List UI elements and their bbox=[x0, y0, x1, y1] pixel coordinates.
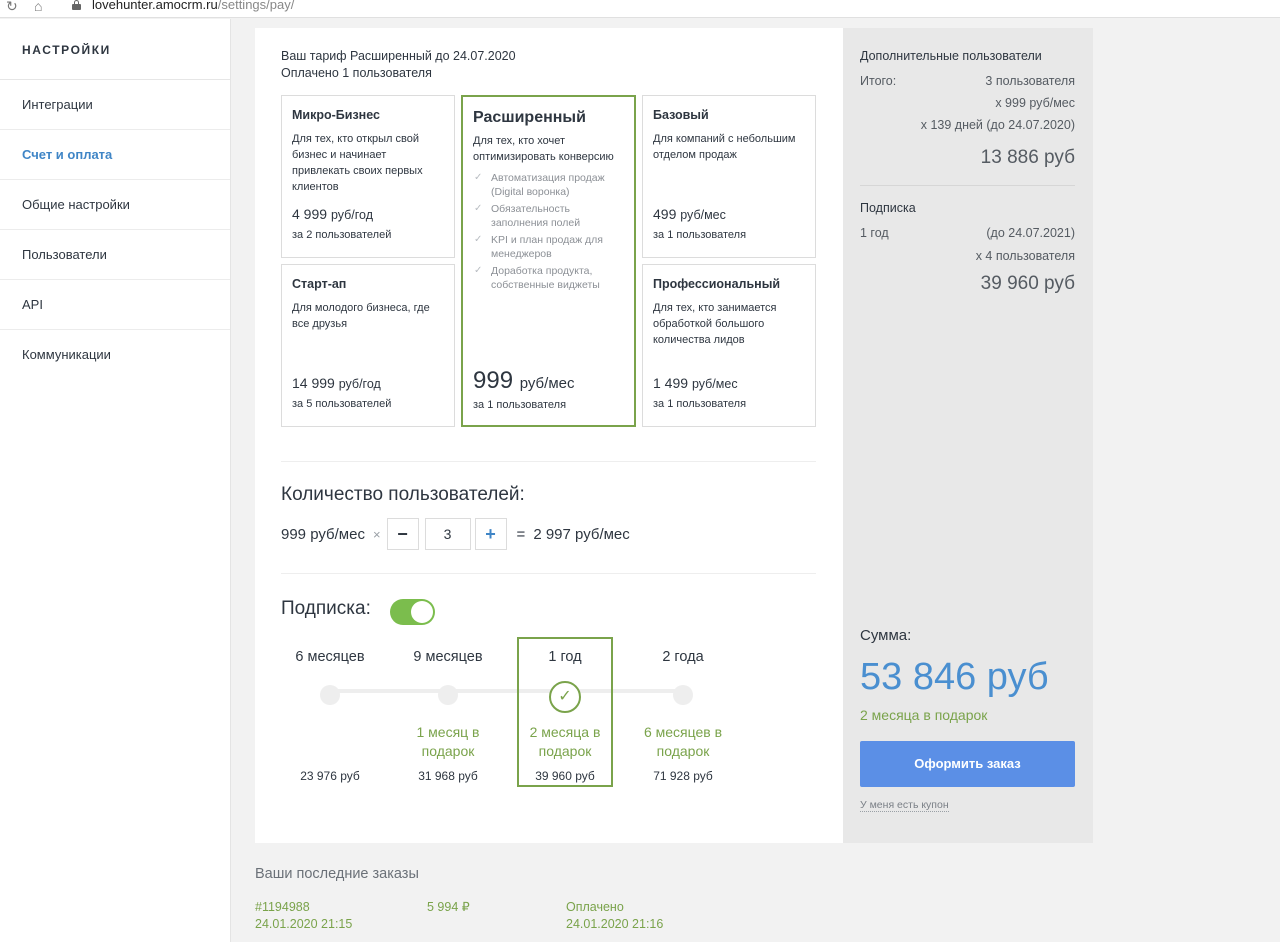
period-option-9-months[interactable] bbox=[400, 637, 496, 783]
plan-card-startup[interactable] bbox=[281, 264, 455, 427]
period-price: 31 968 руб bbox=[418, 769, 478, 783]
plan-description: Для тех, кто занимается обработкой большого количества лидов bbox=[653, 302, 777, 346]
users-calculator bbox=[281, 518, 630, 550]
plan-price-value: 499 bbox=[653, 206, 677, 222]
browser-address-bar bbox=[0, 0, 1280, 18]
sidebar-item-integrations[interactable]: Интеграции bbox=[0, 80, 230, 130]
users-total-price: 2 997 руб/мес bbox=[533, 525, 630, 543]
plan-features bbox=[473, 171, 624, 292]
plan-feature bbox=[473, 171, 624, 199]
sidebar-item-users[interactable]: Пользователи bbox=[0, 230, 230, 280]
section-divider bbox=[281, 573, 816, 574]
extra-users-count: 3 пользователя bbox=[985, 74, 1075, 88]
plan-price bbox=[653, 206, 726, 222]
check-icon: ✓ bbox=[474, 172, 483, 183]
subscription-sum: 39 960 руб bbox=[980, 273, 1075, 294]
plan-description: Для молодого бизнеса, где все друзья bbox=[292, 302, 430, 330]
plan-users: за 1 пользователя bbox=[473, 399, 567, 411]
users-quantity-input[interactable]: 3 bbox=[425, 518, 471, 550]
selected-check-icon: ✓ bbox=[549, 681, 581, 713]
plan-feature bbox=[473, 264, 624, 292]
lock-icon bbox=[72, 0, 81, 9]
sidebar-item-communications[interactable]: Коммуникации bbox=[22, 347, 111, 362]
plan-card-extended[interactable] bbox=[461, 95, 636, 427]
section-divider bbox=[281, 461, 816, 462]
period-gift bbox=[282, 723, 378, 761]
period-gift: 6 месяцев в подарок bbox=[643, 724, 723, 759]
plan-price-value: 999 bbox=[473, 367, 514, 394]
order-id-column bbox=[255, 899, 352, 933]
plan-price-unit: руб/год bbox=[338, 377, 381, 391]
total-sum-value: 53 846 руб bbox=[860, 656, 1049, 698]
users-count-title: Количество пользователей: bbox=[281, 484, 525, 505]
plan-name: Расширенный bbox=[473, 109, 586, 126]
extra-users-title: Дополнительные пользователи bbox=[860, 49, 1042, 63]
multiply-sign: × bbox=[372, 526, 381, 542]
order-status: Оплачено bbox=[566, 900, 624, 914]
period-gift: 2 месяца в подарок bbox=[529, 724, 601, 759]
plan-description: Для тех, кто хочет оптимизировать конверсию bbox=[473, 135, 614, 163]
plan-name: Старт-ап bbox=[292, 277, 347, 291]
plan-price bbox=[473, 367, 574, 395]
plan-price bbox=[292, 375, 381, 391]
plan-users: за 5 пользователей bbox=[292, 398, 392, 410]
url-host: lovehunter.amocrm.ru bbox=[92, 0, 218, 12]
toggle-knob bbox=[411, 601, 433, 623]
plan-price-unit: руб/год bbox=[330, 208, 374, 222]
sidebar-item-general-settings[interactable]: Общие настройки bbox=[0, 180, 230, 230]
url-path: /settings/pay/ bbox=[217, 0, 295, 12]
plan-description: Для компаний с небольшим отделом продаж bbox=[653, 133, 796, 161]
extra-users-rate: х 999 руб/мес bbox=[995, 96, 1075, 110]
plan-price-value: 4 999 bbox=[292, 206, 328, 222]
period-price: 71 928 руб bbox=[653, 769, 713, 783]
increase-users-button[interactable]: + bbox=[475, 518, 507, 550]
extra-users-days: х 139 дней (до 24.07.2020) bbox=[920, 118, 1075, 132]
period-label: 2 года bbox=[662, 649, 704, 665]
plan-feature-text: Автоматизация продаж (Digital воронка) bbox=[491, 172, 605, 198]
plan-name: Микро-Бизнес bbox=[292, 108, 380, 122]
check-icon: ✓ bbox=[474, 234, 483, 245]
current-tariff-info bbox=[281, 48, 516, 82]
sidebar-item-billing[interactable]: Счет и оплата bbox=[0, 130, 230, 180]
plan-card-basic[interactable] bbox=[642, 95, 816, 258]
plan-feature-text: Обязательность заполнения полей bbox=[491, 203, 581, 229]
plan-feature-text: KPI и план продаж для менеджеров bbox=[491, 234, 603, 260]
period-option-6-months[interactable] bbox=[282, 637, 378, 783]
billing-main-panel bbox=[255, 28, 843, 843]
plan-price-unit: руб/мес bbox=[691, 377, 738, 391]
order-amount: 5 994 ₽ bbox=[427, 900, 470, 914]
total-label: Итого: bbox=[860, 74, 897, 88]
period-slider-track[interactable] bbox=[330, 689, 685, 693]
coupon-link[interactable]: У меня есть купон bbox=[860, 799, 949, 811]
period-label: 6 месяцев bbox=[295, 649, 365, 665]
period-label: 1 год bbox=[548, 649, 582, 665]
plan-users: за 1 пользователя bbox=[653, 229, 747, 241]
sidebar-item-api[interactable]: API bbox=[0, 280, 230, 330]
total-sum-label: Сумма: bbox=[860, 627, 912, 644]
paid-users: Оплачено 1 пользователя bbox=[281, 66, 432, 80]
summary-divider bbox=[860, 185, 1075, 186]
plan-description: Для тех, кто открыл свой бизнес и начинает привлекать своих первых клиентов bbox=[292, 133, 423, 193]
plan-name: Профессиональный bbox=[653, 277, 781, 291]
settings-sidebar bbox=[0, 19, 231, 942]
period-price: 23 976 руб bbox=[300, 769, 360, 783]
check-icon: ✓ bbox=[474, 203, 483, 214]
plan-card-micro-business[interactable] bbox=[281, 95, 455, 258]
order-status-column bbox=[566, 899, 663, 933]
period-option-2-years[interactable] bbox=[635, 637, 731, 783]
current-tariff: Ваш тариф Расширенный до 24.07.2020 bbox=[281, 49, 516, 63]
plan-feature bbox=[473, 202, 624, 230]
plan-price bbox=[292, 206, 373, 222]
period-label: 9 месяцев bbox=[413, 649, 483, 665]
url-text[interactable] bbox=[92, 0, 294, 12]
order-id[interactable]: #1194988 bbox=[255, 900, 310, 914]
extra-users-sum: 13 886 руб bbox=[980, 147, 1075, 168]
home-icon[interactable]: ⌂ bbox=[34, 0, 43, 14]
plan-price-unit: руб/мес bbox=[680, 208, 726, 222]
plan-price bbox=[653, 375, 738, 391]
period-dot bbox=[673, 685, 693, 705]
subscription-users: х 4 пользователя bbox=[975, 249, 1075, 263]
period-price: 39 960 руб bbox=[535, 769, 595, 783]
place-order-button[interactable]: Оформить заказ bbox=[860, 741, 1075, 787]
decrease-users-button[interactable]: − bbox=[387, 518, 419, 550]
subscription-toggle[interactable] bbox=[390, 599, 435, 625]
plan-users: за 1 пользователя bbox=[653, 398, 747, 410]
plan-name: Базовый bbox=[653, 108, 709, 122]
reload-icon[interactable]: ↻ bbox=[6, 0, 18, 14]
order-paid-at: 24.01.2020 21:16 bbox=[566, 917, 664, 931]
recent-orders-title: Ваши последние заказы bbox=[255, 866, 419, 882]
subscription-until: (до 24.07.2021) bbox=[986, 226, 1075, 240]
plan-price-value: 14 999 bbox=[292, 375, 335, 391]
plan-feature bbox=[473, 233, 624, 261]
subscription-title: Подписка: bbox=[281, 598, 371, 619]
period-option-1-year[interactable] bbox=[517, 637, 613, 787]
plan-feature-text: Доработка продукта, собственные виджеты bbox=[491, 265, 600, 291]
subscription-period: 1 год bbox=[860, 226, 889, 240]
unit-price: 999 руб/мес bbox=[281, 525, 365, 543]
check-icon: ✓ bbox=[474, 265, 483, 276]
plan-price-value: 1 499 bbox=[653, 375, 689, 391]
period-gift: 1 месяц в подарок bbox=[416, 724, 480, 759]
total-sum-gift: 2 месяца в подарок bbox=[860, 707, 988, 723]
equals-sign: = bbox=[516, 525, 526, 543]
plan-price-unit: руб/мес bbox=[519, 375, 575, 392]
period-dot bbox=[438, 685, 458, 705]
plan-card-professional[interactable] bbox=[642, 264, 816, 427]
order-amount-column bbox=[427, 899, 470, 916]
order-summary-panel bbox=[843, 28, 1093, 843]
plan-users: за 2 пользователей bbox=[292, 229, 392, 241]
sidebar-title: НАСТРОЙКИ bbox=[0, 19, 230, 80]
period-dot bbox=[320, 685, 340, 705]
subscription-summary-title: Подписка bbox=[860, 201, 916, 215]
order-created: 24.01.2020 21:15 bbox=[255, 917, 353, 931]
